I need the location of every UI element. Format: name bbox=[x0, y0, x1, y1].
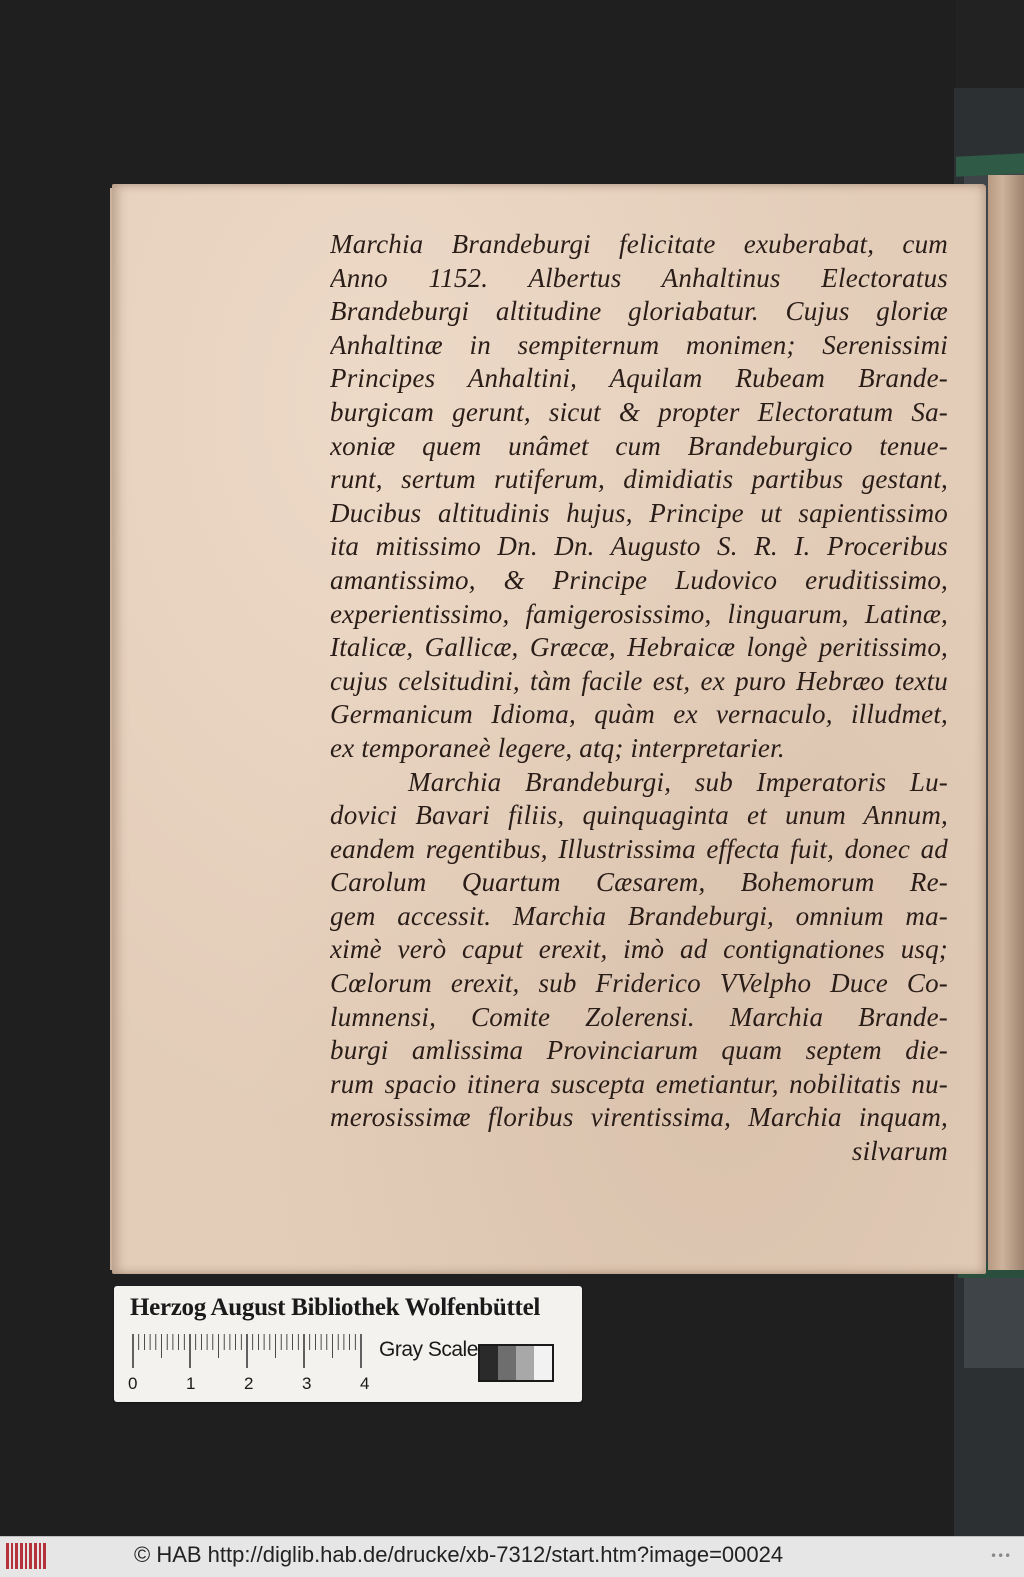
text-line: merosissimæ floribus virentissima, Marchia inquam, bbox=[330, 1102, 948, 1133]
text-line: ex temporaneè legere, atq; interpretarier. bbox=[330, 732, 785, 763]
book-page bbox=[112, 184, 986, 1274]
page-stack-edge bbox=[988, 175, 1024, 1270]
ruler-scale bbox=[132, 1334, 364, 1370]
text-line: Anhaltinæ in sempiternum monimen; Serenissimi bbox=[330, 329, 948, 360]
hab-logo-icon bbox=[6, 1543, 46, 1569]
text-line: silvarum bbox=[851, 1136, 948, 1167]
text-line: Marchia Brandeburgi, sub Imperatoris Lu- bbox=[408, 766, 948, 797]
text-line: Germanicum Idioma, quàm ex vernaculo, illudmet, bbox=[330, 699, 948, 730]
text-line: Principes Anhaltini, Aquilam Rubeam Brande- bbox=[330, 363, 948, 394]
ruler-number: 4 bbox=[360, 1374, 370, 1393]
gray-scale-swatches bbox=[478, 1344, 554, 1382]
text-line: cujus celsitudini, tàm facile est, ex puro Hebræo textu bbox=[330, 665, 948, 696]
text-line: lumnensi, Comite Zolerensi. Marchia Brande- bbox=[330, 1001, 948, 1032]
text-line: burgicam gerunt, sicut & propter Electoratum Sa- bbox=[330, 396, 948, 427]
text-line: ximè verò caput erexit, imò ad contignationes usq; bbox=[330, 934, 948, 965]
gray-swatch bbox=[516, 1346, 534, 1380]
ruler-number: 0 bbox=[128, 1374, 138, 1393]
text-line: Ducibus altitudinis hujus, Principe ut sapientissimo bbox=[330, 497, 948, 528]
ruler-number: 1 bbox=[186, 1374, 196, 1393]
footer-bar bbox=[0, 1536, 1024, 1577]
ruler-numbers bbox=[126, 1374, 376, 1394]
gray-swatch bbox=[498, 1346, 516, 1380]
text-line: dovici Bavari filiis, quinquaginta et unum Annum, bbox=[330, 800, 948, 831]
text-line: Cœlorum erexit, sub Friderico VVelpho Duce Co- bbox=[330, 968, 948, 999]
more-dots-icon: ••• bbox=[990, 1549, 1012, 1563]
text-line: eandem regentibus, Illustrissima effecta fuit, donec ad bbox=[330, 833, 948, 864]
text-line: Italicæ, Gallicæ, Græcæ, Hebraicæ longè peritissimo, bbox=[330, 632, 948, 663]
ruler-number: 2 bbox=[244, 1374, 254, 1393]
gray-scale-label: Gray Scale bbox=[379, 1338, 478, 1361]
text-line: burgi amlissima Provinciarum quam septem die- bbox=[330, 1035, 948, 1066]
ruler-number: 3 bbox=[302, 1374, 312, 1393]
text-line: runt, sertum rutiferum, dimidiatis partibus gestant, bbox=[330, 464, 948, 495]
text-line: Marchia Brandeburgi felicitate exuberabat, cum bbox=[330, 229, 948, 259]
text-line: Carolum Quartum Cæsarem, Bohemorum Re- bbox=[330, 867, 948, 898]
text-line: Anno 1152. Albertus Anhaltinus Electoratus bbox=[330, 262, 948, 293]
text-line: experientissimo, famigerosissimo, linguarum, Latinæ, bbox=[330, 598, 948, 629]
library-name: Herzog August Bibliothek Wolfenbüttel bbox=[130, 1294, 541, 1321]
gray-swatch bbox=[480, 1346, 498, 1380]
footer-copyright-url[interactable]: © HAB http://diglib.hab.de/drucke/xb-7312/start.htm?image=00024 bbox=[134, 1542, 784, 1567]
gray-swatch bbox=[534, 1346, 552, 1380]
text-line: Brandeburgi altitudine gloriabatur. Cujus gloriæ bbox=[330, 296, 948, 327]
text-line: gem accessit. Marchia Brandeburgi, omnium ma- bbox=[330, 900, 948, 931]
text-line: xoniæ quem unâmet cum Brandeburgico tenue- bbox=[330, 430, 948, 461]
color-scale-card bbox=[114, 1286, 582, 1402]
green-binding-strip-top bbox=[956, 153, 1024, 177]
text-line: ita mitissimo Dn. Dn. Augusto S. R. I. Proceribus bbox=[330, 531, 948, 562]
text-line: rum spacio itinera suscepta emetiantur, nobilitatis nu- bbox=[330, 1068, 948, 1099]
page-text-block bbox=[330, 228, 948, 1169]
text-line: amantissimo, & Principe Ludovico eruditissimo, bbox=[330, 564, 948, 595]
